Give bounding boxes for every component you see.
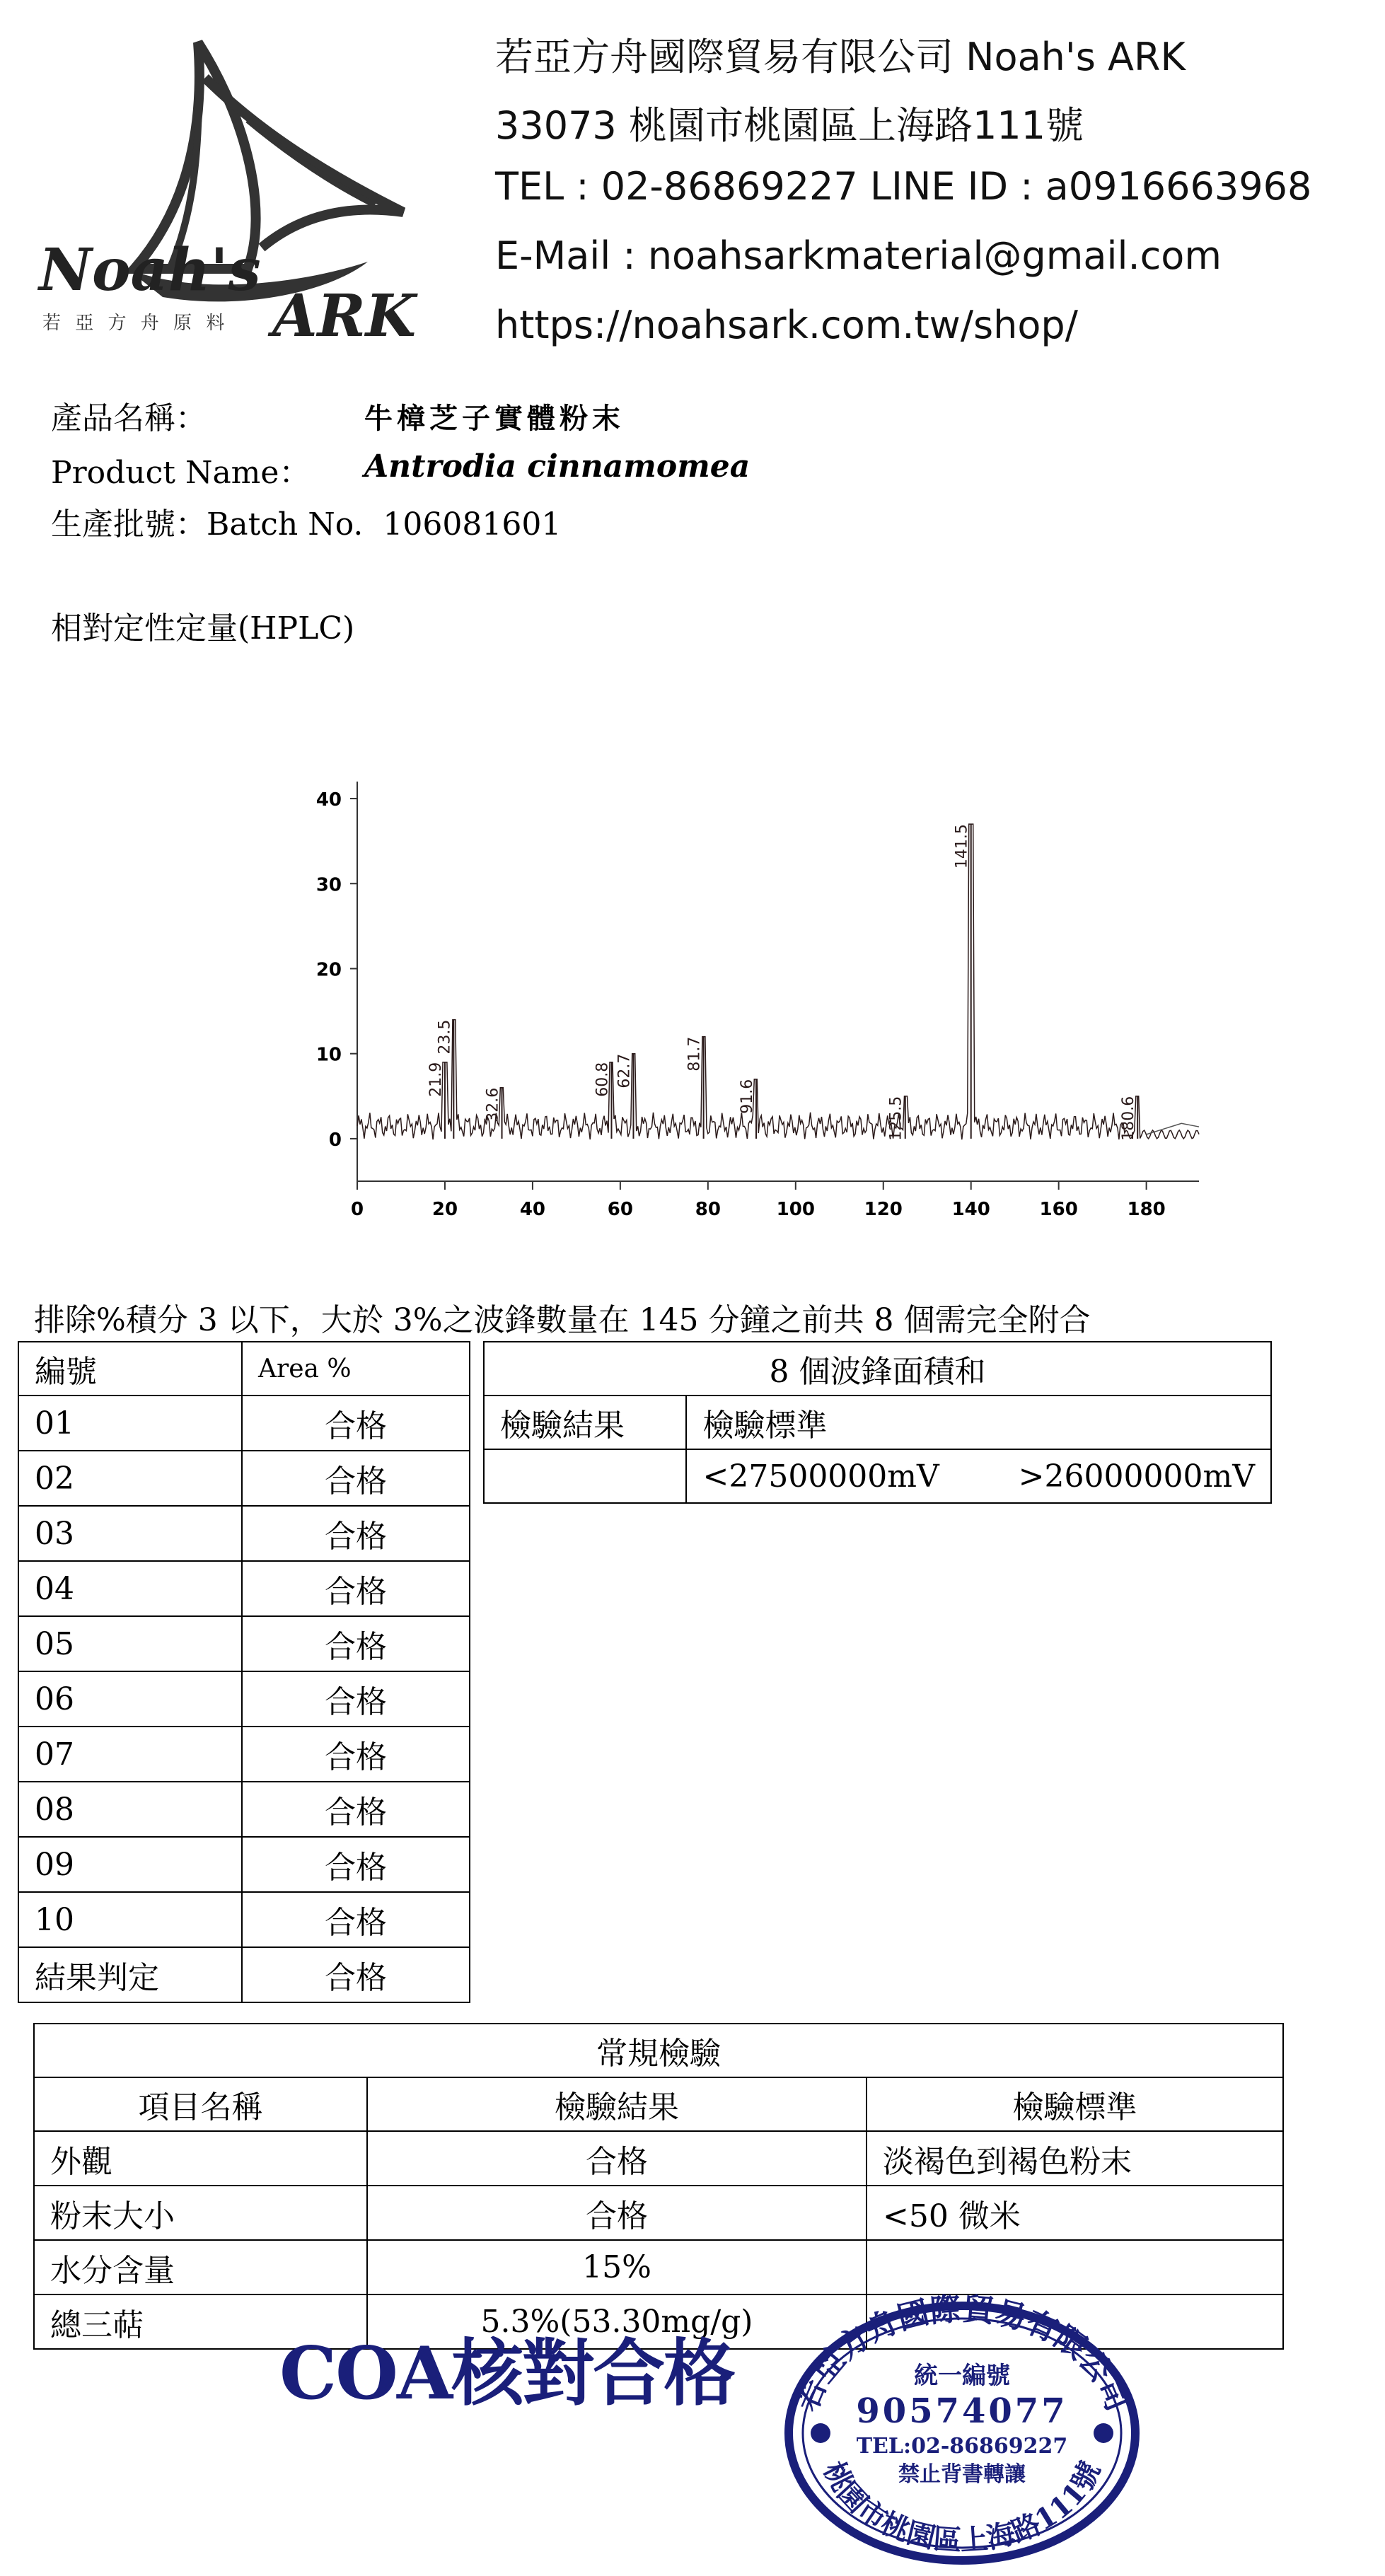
routine-row-result: 合格 [367,2131,867,2186]
chart-peak-label: 32.6 [484,1087,502,1122]
routine-row-item: 粉末大小 [34,2186,367,2240]
chart-x-tick-label: 160 [1039,1199,1078,1220]
batch-value: 106081601 [383,506,562,543]
area-row-result: 合格 [242,1727,470,1782]
table-row-final [18,1947,470,2002]
area-table [18,1341,470,2003]
area-row-id: 08 [18,1782,242,1837]
company-website[interactable]: https://noahsark.com.tw/shop/ [495,303,1078,347]
chart-x-tick-label: 80 [695,1199,721,1220]
table-row [18,1451,470,1506]
batch-number [51,499,561,544]
seal-line-3: TEL:02-86869227 [856,2434,1068,2459]
product-name-value: 牛樟芝子實體粉末 [364,402,625,435]
area-row-result: 合格 [242,1506,470,1561]
peak-criteria-note: 排除%積分 3 以下，大於 3%之波鋒數量在 145 分鐘之前共 8 個需完全附合 [34,1302,1091,1338]
chart-peak-label: 141.5 [953,824,971,869]
seal-bottom-text: 桃園市桃園區上海路111號 [816,2456,1108,2558]
final-value: 合格 [242,1947,470,2002]
product-en-value: Antrodia cinnamomea [364,448,751,485]
peak-result-label: 檢驗結果 [484,1396,686,1449]
table-row [18,1396,470,1451]
chart-y-tick-label: 0 [328,1129,342,1151]
routine-row-item: 外觀 [34,2131,367,2186]
area-row-result: 合格 [242,1837,470,1892]
chart-x-tick-label: 100 [776,1199,815,1220]
table-row [18,1782,470,1837]
routine-header-item: 項目名稱 [34,2077,367,2131]
routine-row-standard: <50 微米 [867,2186,1283,2240]
seal-line-4: 禁止背書轉讓 [898,2462,1026,2487]
logo-wordmark-1: Noah's [39,236,261,304]
coa-stamp: COA核對合格 [279,2331,735,2416]
chart-x-tick-label: 0 [350,1199,364,1220]
chart-y-tick-label: 20 [315,959,342,981]
peak-standard-value: <27500000mV >26000000mV [686,1449,1271,1503]
area-row-id: 07 [18,1727,242,1782]
chart-peak-label: 125.5 [887,1096,905,1141]
area-row-result: 合格 [242,1782,470,1837]
chart-x-tick-label: 40 [519,1199,546,1220]
area-row-result: 合格 [242,1451,470,1506]
area-row-result: 合格 [242,1671,470,1727]
table-row [18,1506,470,1561]
hplc-chart [163,764,1224,1273]
company-seal [778,2292,1146,2568]
chart-peak-label: 23.5 [436,1019,454,1055]
seal-ring-text: 若亞方舟國際貿易有限公司 [788,2292,1136,2417]
chart-x-tick-label: 120 [864,1199,903,1220]
routine-title: 常規檢驗 [34,2024,1283,2077]
final-label: 結果判定 [18,1947,242,2002]
routine-row-result: 5.3%(53.30mg/g) [367,2294,867,2349]
area-row-result: 合格 [242,1396,470,1451]
company-logo [35,35,460,354]
area-row-id: 06 [18,1671,242,1727]
area-row-id: 09 [18,1837,242,1892]
routine-header-result: 檢驗結果 [367,2077,867,2131]
logo-wordmark-2: ARK [272,282,417,350]
table-row [18,1727,470,1782]
area-row-id: 03 [18,1506,242,1561]
peak-result-value [484,1449,686,1503]
area-col-id: 編號 [18,1342,242,1396]
seal-line-2: 90574077 [856,2391,1068,2431]
hplc-section-title: 相對定性定量(HPLC) [51,610,355,646]
table-row [18,1671,470,1727]
batch-label: 生產批號：Batch No. [51,506,364,543]
table-row [18,1616,470,1671]
peak-standard-label: 檢驗標準 [686,1396,1271,1449]
area-row-id: 04 [18,1561,242,1616]
chart-y-tick-label: 10 [315,1044,342,1066]
chart-trace [357,824,1199,1139]
chart-peak-label: 180.6 [1120,1096,1138,1141]
chart-peak-label: 60.8 [593,1062,612,1097]
routine-row-standard: 淡褐色到褐色粉末 [867,2131,1283,2186]
table-row [18,1837,470,1892]
chart-peak-label: 81.7 [685,1036,704,1072]
area-row-id: 10 [18,1892,242,1947]
routine-header-standard: 檢驗標準 [867,2077,1283,2131]
area-row-id: 02 [18,1451,242,1506]
area-row-id: 01 [18,1396,242,1451]
table-row [34,2240,1283,2294]
routine-row-item: 總三萜 [34,2294,367,2349]
area-row-id: 05 [18,1616,242,1671]
company-name: 若亞方舟國際貿易有限公司 Noah's ARK [495,35,1186,79]
area-row-result: 合格 [242,1892,470,1947]
routine-row-result: 15% [367,2240,867,2294]
logo-tagline: 若 亞 方 舟 原 料 [42,313,229,334]
table-row [18,1561,470,1616]
seal-line-1: 統一編號 [914,2362,1010,2390]
table-row [34,2186,1283,2240]
chart-x-tick-label: 140 [951,1199,990,1220]
company-phone: TEL : 02-86869227 LINE ID : a0916663968 [495,164,1312,209]
area-col-area: Area % [242,1342,470,1396]
product-en-label: Product Name： [51,455,311,491]
routine-row-standard [867,2240,1283,2294]
chart-y-tick-label: 30 [315,874,342,896]
routine-row-result: 合格 [367,2186,867,2240]
area-row-result: 合格 [242,1561,470,1616]
area-row-result: 合格 [242,1616,470,1671]
chart-peak-label: 91.6 [738,1079,757,1114]
company-address: 33073 桃園市桃園區上海路111號 [495,103,1084,148]
chart-peak-label: 62.7 [615,1053,634,1089]
table-row [18,1892,470,1947]
chart-y-tick-label: 40 [315,789,342,811]
chart-x-tick-label: 20 [431,1199,458,1220]
peak-sum-table [483,1341,1272,1504]
table-row [34,2131,1283,2186]
peak-sum-title: 8 個波鋒面積和 [484,1342,1271,1396]
product-name-label: 產品名稱： [51,400,207,436]
company-email: E-Mail : noahsarkmaterial@gmail.com [495,233,1222,278]
chart-peak-label: 21.9 [427,1062,445,1097]
routine-row-item: 水分含量 [34,2240,367,2294]
chart-x-tick-label: 60 [607,1199,633,1220]
chart-x-tick-label: 180 [1127,1199,1166,1220]
